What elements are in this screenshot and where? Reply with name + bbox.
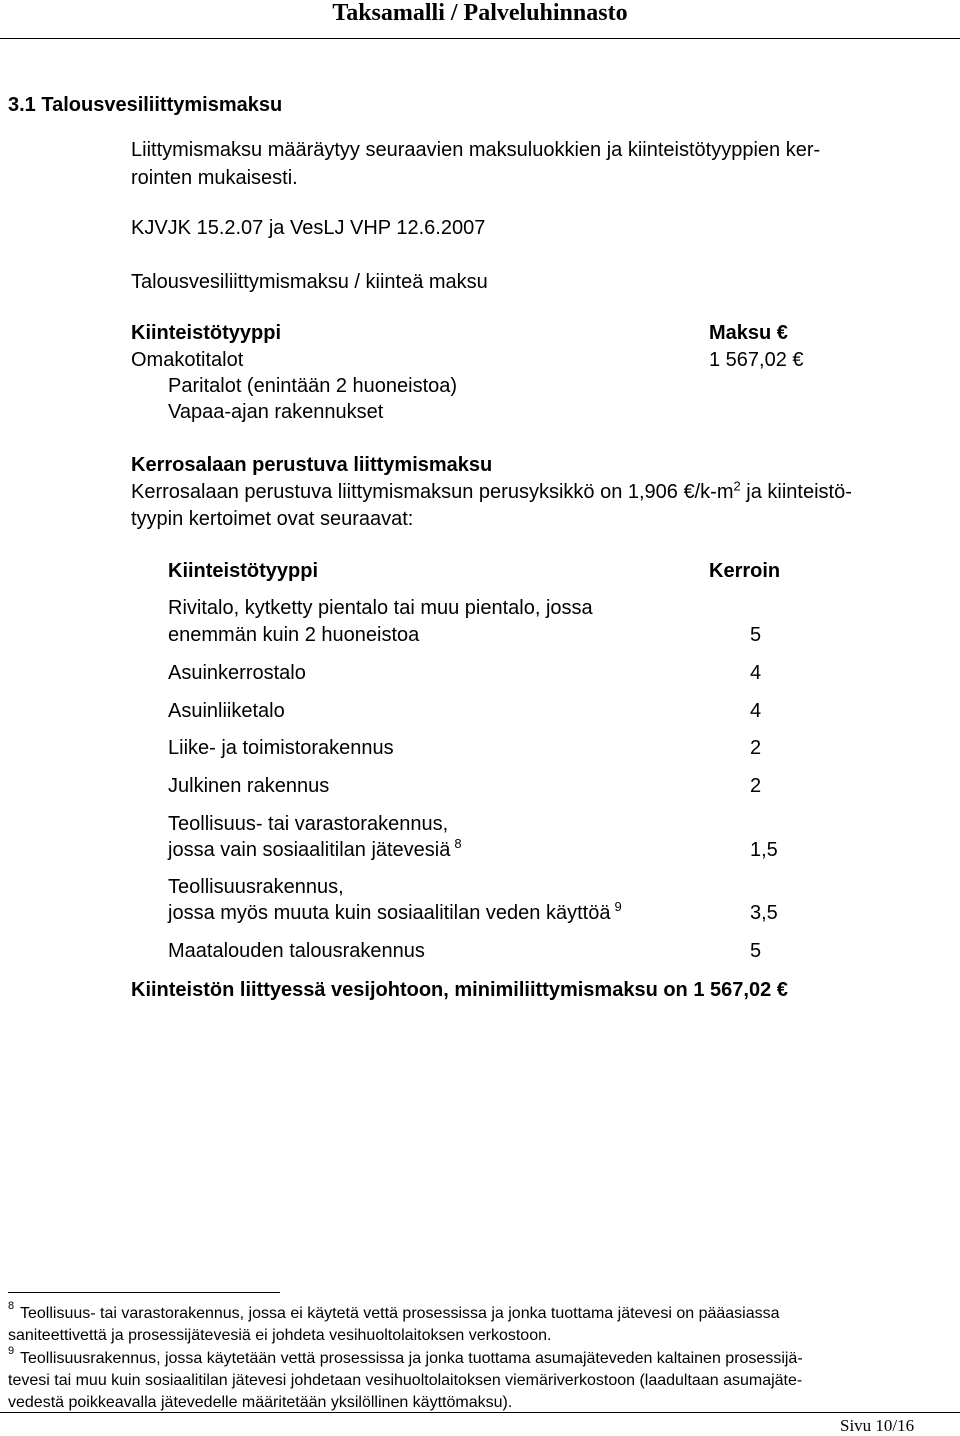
factor-row-label: Teollisuusrakennus,	[168, 876, 344, 898]
document-header-title: Taksamalli / Palveluhinnasto	[332, 0, 628, 26]
footnote-line: saniteettivettä ja prosessijätevesiä ei johdeta vesihuoltolaitoksen verkostoon.	[8, 1327, 552, 1344]
factor-row-label: Teollisuus- tai varastorakennus,	[168, 813, 449, 835]
factor-col-type: Kiinteistötyyppi	[168, 560, 319, 582]
factor-row-value: 5	[750, 940, 762, 962]
factor-row-label: Liike- ja toimistorakennus	[168, 737, 394, 759]
factor-col-factor: Kerroin	[709, 560, 781, 582]
reference-line: KJVJK 15.2.07 ja VesLJ VHP 12.6.2007	[131, 217, 486, 239]
minimum-fee-statement: Kiinteistön liittyessä vesijohtoon, minimiliittymismaksu on 1 567,02 €	[131, 979, 788, 1001]
intro-line-2: rointen mukaisesti.	[131, 167, 298, 189]
factor-row-value: 2	[750, 775, 762, 797]
factor-row-value: 4	[750, 700, 762, 722]
footnote-line: vedestä poikkeavalla jätevedelle määritetään yksilöllinen käyttömaksu).	[8, 1394, 513, 1411]
footnote-separator	[8, 1292, 280, 1293]
factor-row-label-text: jossa myös muuta kuin sosiaalitilan veden käyttöä	[168, 902, 611, 924]
area-fee-text-pre: Kerrosalaan perustuva liittymismaksun perusyksikkö on 1,906 €/k-m	[131, 481, 734, 503]
factor-row-label: Rivitalo, kytketty pientalo tai muu pientalo, jossa	[168, 597, 593, 619]
factor-row-label: Asuinkerrostalo	[168, 662, 306, 684]
factor-row-label	[168, 838, 462, 862]
fixed-fee-col-fee: Maksu €	[709, 322, 788, 344]
footnote-number: 8	[8, 1300, 15, 1312]
header-rule	[0, 38, 960, 39]
fixed-fee-row-type: Omakotitalot	[131, 349, 244, 371]
factor-row-value: 4	[750, 662, 762, 684]
section-heading: 3.1 Talousvesiliittymismaksu	[8, 94, 283, 116]
area-fee-text-line-1	[131, 480, 852, 504]
fixed-fee-row-fee: 1 567,02 €	[709, 349, 804, 371]
fixed-fee-row-type: Paritalot (enintään 2 huoneistoa)	[168, 375, 458, 397]
footer-rule	[0, 1412, 960, 1413]
factor-row-label: Asuinliiketalo	[168, 700, 285, 722]
factor-row-value: 2	[750, 737, 762, 759]
area-fee-text-line-2: tyypin kertoimet ovat seuraavat:	[131, 508, 414, 530]
area-fee-text-post: ja kiinteistö-	[740, 481, 852, 503]
footnote-line: Teollisuusrakennus, jossa käytetään vettä prosessissa ja jonka tuottama asumajäteveden kaltainen prosessijä-	[20, 1350, 803, 1367]
intro-line-1: Liittymismaksu määräytyy seuraavien maksuluokkien ja kiinteistötyyppien ker-	[131, 139, 821, 161]
factor-row-label: Maatalouden talousrakennus	[168, 940, 425, 962]
fixed-fee-col-type: Kiinteistötyyppi	[131, 322, 282, 344]
factor-row-value: 1,5	[750, 839, 778, 861]
footnote-ref-8: 8	[454, 836, 462, 852]
page-number: Sivu 10/16	[840, 1416, 915, 1435]
factor-row-label-text: jossa vain sosiaalitilan jätevesiä	[168, 839, 451, 861]
factor-row-label: enemmän kuin 2 huoneistoa	[168, 624, 420, 646]
footnote-ref-9: 9	[614, 899, 622, 915]
factor-row-label	[168, 901, 622, 925]
area-fee-text-sup: 2	[733, 478, 741, 494]
footnote-line: Teollisuus- tai varastorakennus, jossa ei käytetä vettä prosessissa ja jonka tuottama jätevesi on pääasiassa	[20, 1305, 780, 1322]
fixed-fee-heading: Talousvesiliittymismaksu / kiinteä maksu	[131, 271, 488, 293]
fixed-fee-row-type: Vapaa-ajan rakennukset	[168, 401, 384, 423]
factor-row-value: 5	[750, 624, 762, 646]
footnote-line: tevesi tai muu kuin sosiaalitilan jätevesi johdetaan vesihuoltolaitoksen viemäriverkostoon (laadultaan asumajäte-	[8, 1372, 803, 1389]
factor-row-label: Julkinen rakennus	[168, 775, 330, 797]
area-fee-heading: Kerrosalaan perustuva liittymismaksu	[131, 454, 493, 476]
factor-row-value: 3,5	[750, 902, 778, 924]
footnote-number: 9	[8, 1345, 15, 1357]
